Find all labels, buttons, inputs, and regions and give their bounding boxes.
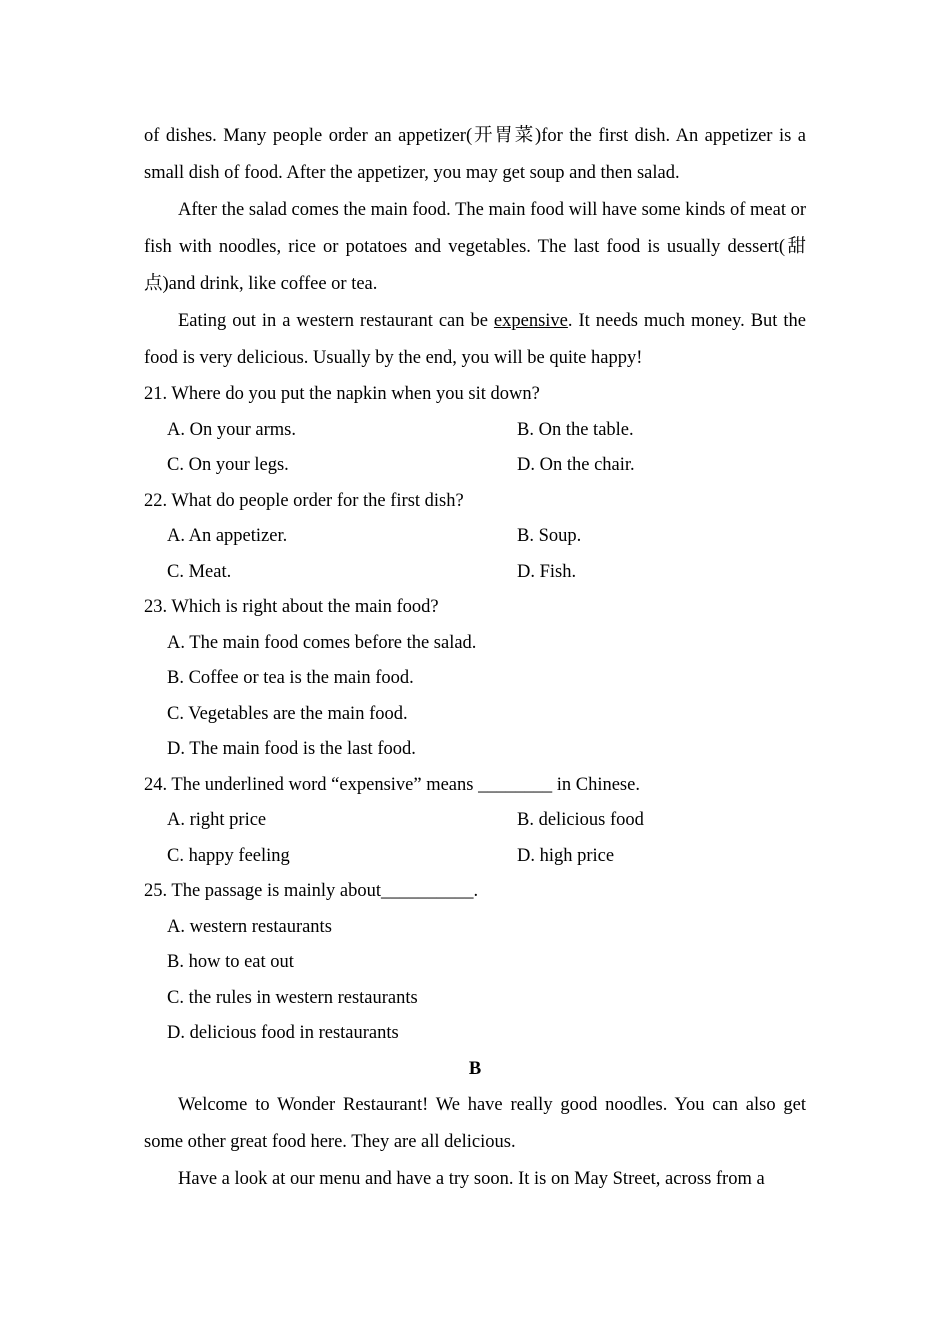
option-b: B. delicious food	[517, 810, 644, 830]
option-b: B. Coffee or tea is the main food.	[167, 668, 414, 688]
passage-b-paragraph-2: Have a look at our menu and have a try soon. It is on May Street, across from a	[178, 1169, 765, 1189]
underlined-word-expensive: expensive	[493, 311, 568, 331]
option-b: B. how to eat out	[167, 952, 294, 972]
question-stem: 23. Which is right about the main food?	[144, 597, 439, 617]
question-stem: 25. The passage is mainly about__________.	[144, 881, 479, 901]
option-b: B. On the table.	[517, 419, 634, 440]
passage-b-paragraph-1: Welcome to Wonder Restaurant! We have really good noodles. You can also get some other great food here. They are all delicious.	[144, 1095, 806, 1152]
option-d: D. On the chair.	[517, 455, 635, 475]
option-row	[144, 413, 806, 449]
section-b-heading: B	[468, 1058, 482, 1079]
option-a: A. An appetizer.	[167, 526, 288, 546]
question-stem: 21. Where do you put the napkin when you sit down?	[144, 384, 540, 404]
question-22	[144, 484, 806, 591]
option-a: A. The main food comes before the salad.	[167, 632, 477, 653]
question-stem: 24. The underlined word “expensive” means ________ in Chinese.	[144, 774, 640, 795]
paragraph-3-text-after: . It needs much money. But the food is very delicious. Usually by the end, you will be quite happy!	[144, 311, 806, 368]
option-c: C. Vegetables are the main food.	[167, 703, 408, 724]
option-a: A. right price	[167, 810, 267, 830]
option-row	[144, 519, 806, 555]
option-d: D. delicious food in restaurants	[167, 1023, 399, 1043]
option-row	[144, 448, 806, 484]
question-21	[144, 377, 806, 484]
option-row	[144, 839, 806, 875]
question-stem: 22. What do people order for the first dish?	[144, 490, 464, 511]
option-d: D. The main food is the last food.	[167, 739, 416, 759]
option-c: C. Meat.	[167, 561, 232, 582]
option-d: D. Fish.	[517, 561, 577, 582]
question-25	[144, 874, 806, 1052]
option-a: A. On your arms.	[167, 419, 296, 440]
option-c: C. the rules in western restaurants	[167, 987, 418, 1008]
option-c: C. happy feeling	[167, 845, 290, 866]
question-24	[144, 768, 806, 875]
option-a: A. western restaurants	[167, 916, 332, 937]
passage-a-paragraph-2: After the salad comes the main food. The main food will have some kinds of meat or fish with noodles, rice or potatoes and vegetables. The last food is usually dessert(甜点)and drink, like coffee or tea.	[144, 200, 806, 294]
option-d: D. high price	[517, 845, 615, 866]
option-row	[144, 803, 806, 839]
document-page	[144, 118, 806, 1198]
passage-a-paragraph-3	[144, 303, 806, 377]
option-b: B. Soup.	[517, 526, 582, 546]
option-c: C. On your legs.	[167, 455, 289, 475]
passage-a-paragraph-1: of dishes. Many people order an appetizer(开胃菜)for the first dish. An appetizer is a small dish of food. After the appetizer, you may get soup and then salad.	[144, 126, 806, 183]
question-23	[144, 590, 806, 768]
option-row	[144, 555, 806, 591]
paragraph-3-text-before: Eating out in a western restaurant can be	[178, 311, 494, 331]
